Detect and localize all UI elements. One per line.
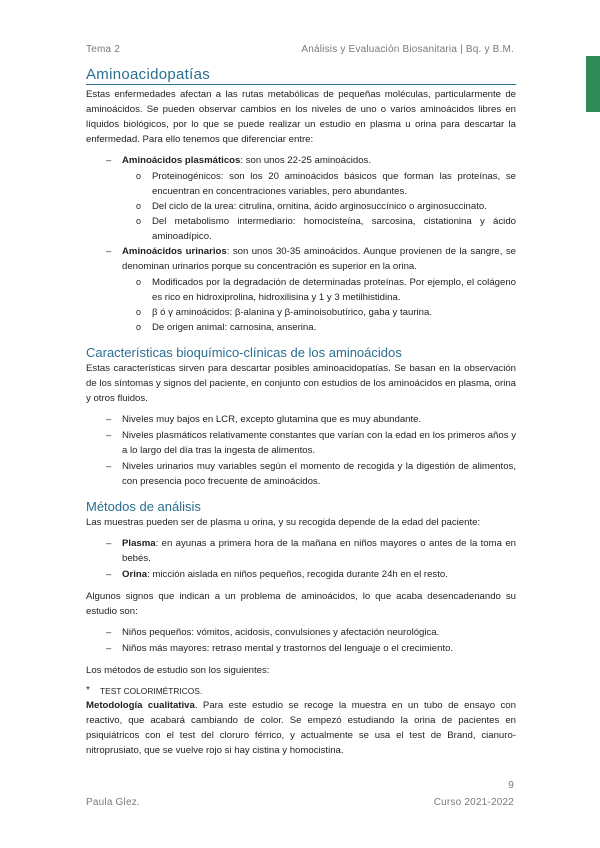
footer-author: Paula Glez.	[86, 797, 140, 808]
urinary-amino-acids-text: : son unos 30-35 aminoácidos. Aunque provienen de la sangre, se denominan urinarios porque su concentración es superior en la orina.	[122, 246, 516, 272]
signs-list	[86, 625, 516, 656]
method-paragraph	[86, 698, 516, 758]
footer-course-year: Curso 2021-2022	[433, 797, 514, 808]
header-course-title: Análisis y Evaluación Biosanitaria | Bq. y B.M.	[301, 44, 514, 55]
list-item: o Proteinogénicos: son los 20 aminoácidos básicos que forman las proteínas, se encuentran en concentraciones variables, pero abundantes.	[86, 169, 516, 199]
list-item: – Niños más mayores: retraso mental y trastornos del lenguaje o el crecimiento.	[86, 641, 516, 656]
methods-intro: Los métodos de estudio son los siguientes:	[86, 665, 270, 676]
plasma-sample-label: Plasma	[122, 538, 156, 549]
section3-intro: Las muestras pueden ser de plasma u orina, y su recogida depende de la edad del paciente:	[86, 517, 481, 528]
urine-sample-text: : micción aislada en niños pequeños, recogida durante 24h en el resto.	[147, 569, 448, 580]
list-item: o Del metabolismo intermediario: homocisteína, sarcosina, cistationina y ácido aminoadípico.	[86, 214, 516, 244]
amino-acid-types-list	[86, 153, 516, 168]
method-text: . Para este estudio se recoge la muestra en un tubo de ensayo con reactivo, que acabará cambiando de color. Se empezó estudiando la orina de pacientes en psiquiátricos con el test del cloruro férrico, y actualmente se usa el test de Brand, cianuro-nitroprusiato, que se vuelve rojo si hay cistina y homocistina.	[86, 700, 516, 756]
list-item: o β ó γ aminoácidos: β-alanina y β-aminoisobutírico, gaba y taurina.	[86, 305, 516, 320]
section1-intro: Estas enfermedades afectan a las rutas metabólicas de pequeñas moléculas, particularmente de aminoácidos. Se pueden observar cambios en los niveles de uno o varios aminoácidos libres en líquidos biológicos, por lo que se puede realizar un estudio en plasma u orina para descartar la enfermedad. Para ello tenemos que diferenciar entre:	[86, 89, 516, 145]
list-item-plasma-amino-acids	[86, 153, 516, 168]
signs-intro: Algunos signos que indican a un problema de aminoácidos, lo que acaba desencadenando su estudio son:	[86, 591, 516, 617]
section-title-aminoacidopathies: Aminoacidopatías	[86, 66, 516, 85]
urinary-amino-acids-label: Aminoácidos urinarios	[122, 246, 227, 257]
characteristics-list	[86, 412, 516, 489]
plasma-subtypes-list	[86, 169, 516, 244]
section2-intro: Estas características sirven para descartar posibles aminoacidopatías. Se basan en la observación de los síntomas y signos del paciente, en conjunto con estudios de los aminoácidos en plasma, orina y otros fluidos.	[86, 363, 516, 404]
sample-types-list	[86, 536, 516, 582]
test-colorimetric-heading: * TEST COLORIMÉTRICOS.	[86, 684, 516, 698]
page-number: 9	[508, 780, 514, 791]
section-title-characteristics: Características bioquímico-clínicas de los aminoácidos	[86, 345, 402, 360]
list-item: – Niveles urinarios muy variables según el momento de recogida y la digestión de alimentos, con presencia poco frecuente de aminoácidos.	[86, 459, 516, 489]
plasma-sample-text: : en ayunas a primera hora de la mañana en niños mayores o antes de la toma en bebés.	[122, 538, 516, 564]
urine-sample-label: Orina	[122, 569, 148, 580]
section-title-methods: Métodos de análisis	[86, 499, 201, 514]
header-chapter: Tema 2	[86, 44, 120, 55]
page-content	[86, 66, 516, 764]
plasma-amino-acids-text: : son unos 22-25 aminoácidos.	[240, 155, 372, 166]
list-item-urine-sample	[86, 567, 516, 582]
list-item: o Del ciclo de la urea: citrulina, ornitina, ácido arginosuccínico o arginosuccinato.	[86, 199, 516, 214]
list-item: – Niños pequeños: vómitos, acidosis, convulsiones y afectación neurológica.	[86, 625, 516, 640]
list-item-urinary-amino-acids	[86, 244, 516, 274]
list-item-plasma-sample	[86, 536, 516, 566]
urinary-subtypes-list	[86, 275, 516, 335]
amino-acid-types-list-2	[86, 244, 516, 274]
plasma-amino-acids-label: Aminoácidos plasmáticos	[122, 155, 241, 166]
method-bold-label: Metodología cualitativa	[86, 700, 195, 711]
list-item: – Niveles muy bajos en LCR, excepto glutamina que es muy abundante.	[86, 412, 516, 427]
list-item: – Niveles plasmáticos relativamente constantes que varían con la edad en los primeros años y a lo largo del día tras la ingesta de alimentos.	[86, 428, 516, 458]
list-item: o Modificados por la degradación de determinadas proteínas. Por ejemplo, el colágeno es rico en hidroxiprolina, hidroxilisina y 1 y 3 metilhistidina.	[86, 275, 516, 305]
side-tab-marker	[586, 56, 600, 112]
list-item: o De origen animal: carnosina, anserina.	[86, 320, 516, 335]
